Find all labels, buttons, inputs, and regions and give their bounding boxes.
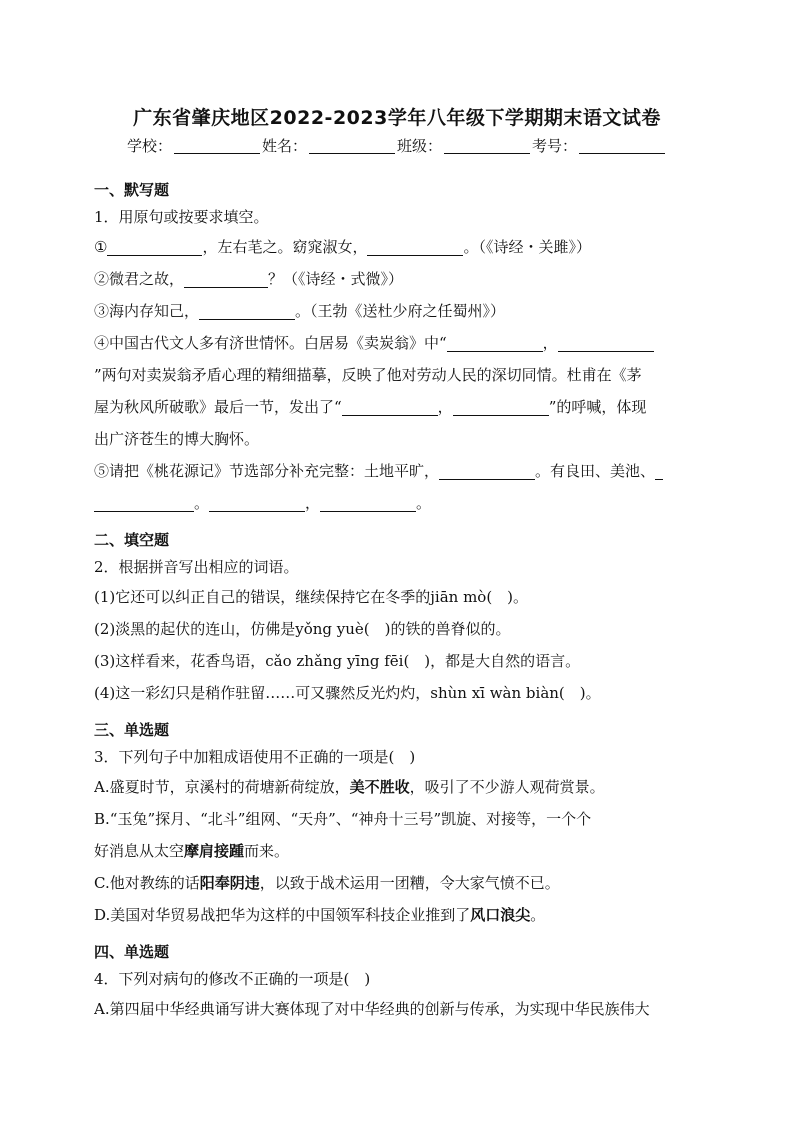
exam-content <box>94 177 706 1025</box>
section-heading-3: 三、单选题 <box>94 721 170 739</box>
q2-item-2: (2)淡黑的起伏的连山，仿佛是yǒng yuè( )的铁的兽脊似的。 <box>94 620 511 638</box>
exam-number-label: 考号： <box>532 137 578 155</box>
q1-item-5-line-1: ⑤请把《桃花源记》节选部分补充完整：土地平旷， 。有良田、美池、 <box>94 455 706 487</box>
q3-option-a[interactable]: A.盛夏时节，京溪村的荷塘新荷绽放，美不胜收，吸引了不少游人观荷赏景。 <box>94 778 605 796</box>
school-field[interactable] <box>174 137 260 154</box>
bold-idiom: 阳奉阴违 <box>199 874 260 892</box>
answer-blank[interactable] <box>439 462 535 480</box>
q2-item-3: (3)这样看来，花香鸟语，cǎo zhǎng yīng fēi( )，都是大自然的语言。 <box>94 652 581 670</box>
question-4-stem: 4．下列对病句的修改不正确的一项是( ) <box>94 970 371 988</box>
q1-item-4-line-4: 出广济苍生的博大胸怀。 <box>94 430 260 448</box>
answer-blank[interactable] <box>94 494 194 512</box>
bold-idiom: 美不胜收 <box>349 778 410 796</box>
name-field[interactable] <box>309 137 395 154</box>
page-title: 广东省肇庆地区2022-2023学年八年级下学期期末语文试卷 <box>133 107 661 129</box>
q3-option-c[interactable]: C.他对教练的话阳奉阴违，以致于战术运用一团糟，令大家气愤不已。 <box>94 874 560 892</box>
answer-blank[interactable] <box>209 494 305 512</box>
bold-idiom: 摩肩接踵 <box>184 842 245 860</box>
section-heading-2: 二、填空题 <box>94 531 170 549</box>
q4-option-a-line-1[interactable]: A.第四届中华经典诵写讲大赛体现了对中华经典的创新与传承，为实现中华民族伟大 <box>94 1000 650 1018</box>
question-2-stem: 2．根据拼音写出相应的词语。 <box>94 558 299 576</box>
name-label: 姓名： <box>261 137 307 155</box>
answer-blank[interactable] <box>367 238 463 256</box>
answer-blank[interactable] <box>447 334 543 352</box>
q3-option-b-line-1[interactable]: B.“玉兔”探月、“北斗”组网、“天舟”、“神舟十三号”凯旋、对接等，一个个 <box>94 810 592 828</box>
section-heading-4: 四、单选题 <box>94 943 170 961</box>
answer-blank[interactable] <box>558 334 654 352</box>
school-label: 学校： <box>126 137 172 155</box>
class-label: 班级： <box>397 137 443 155</box>
answer-blank[interactable] <box>320 494 416 512</box>
q1-item-4-line-1: ④中国古代文人多有济世情怀。白居易《卖炭翁》中“ ， <box>94 327 706 359</box>
section-heading-1: 一、默写题 <box>94 181 170 199</box>
question-1-stem: 1．用原句或按要求填空。 <box>94 208 269 226</box>
answer-blank[interactable] <box>342 398 438 416</box>
exam-number-field[interactable] <box>579 137 665 154</box>
q1-item-1: ① ，左右芼之。窈窕淑女， 。（《诗经・关雎》） <box>94 238 591 256</box>
q1-item-2: ②微君之故， ？（《诗经・式微》） <box>94 270 404 288</box>
q1-item-4-line-2: ”两句对卖炭翁矛盾心理的精细描摹，反映了他对劳动人民的深切同情。杜甫在《茅 <box>94 366 642 384</box>
q2-item-4: (4)这一彩幻只是稍作驻留……可又骤然反光灼灼，shùn xī wàn biàn( )。 <box>94 684 601 702</box>
q3-option-d[interactable]: D.美国对华贸易战把华为这样的中国领军科技企业推到了风口浪尖。 <box>94 906 546 924</box>
answer-blank[interactable] <box>107 238 202 256</box>
q1-item-3: ③海内存知己， 。（王勃《送杜少府之任蜀州》） <box>94 302 506 320</box>
q2-item-1: (1)它还可以纠正自己的错误，继续保持它在冬季的jiān mò( )。 <box>94 588 529 606</box>
answer-blank[interactable] <box>199 302 295 320</box>
q1-item-4-line-3: 屋为秋风所破歌》最后一节，发出了“ ， ”的呼喊，体现 <box>94 398 647 416</box>
q1-item-5-line-2: 。 ， 。 <box>94 487 706 519</box>
question-3-stem: 3．下列句子中加粗成语使用不正确的一项是( ) <box>94 748 416 766</box>
q3-option-b-line-2[interactable]: 好消息从太空摩肩接踵而来。 <box>94 842 290 860</box>
bold-idiom: 风口浪尖 <box>470 906 531 924</box>
class-field[interactable] <box>444 137 530 154</box>
answer-blank[interactable] <box>453 398 549 416</box>
answer-blank[interactable] <box>655 462 663 480</box>
answer-blank[interactable] <box>184 270 268 288</box>
student-info-row <box>0 135 794 156</box>
